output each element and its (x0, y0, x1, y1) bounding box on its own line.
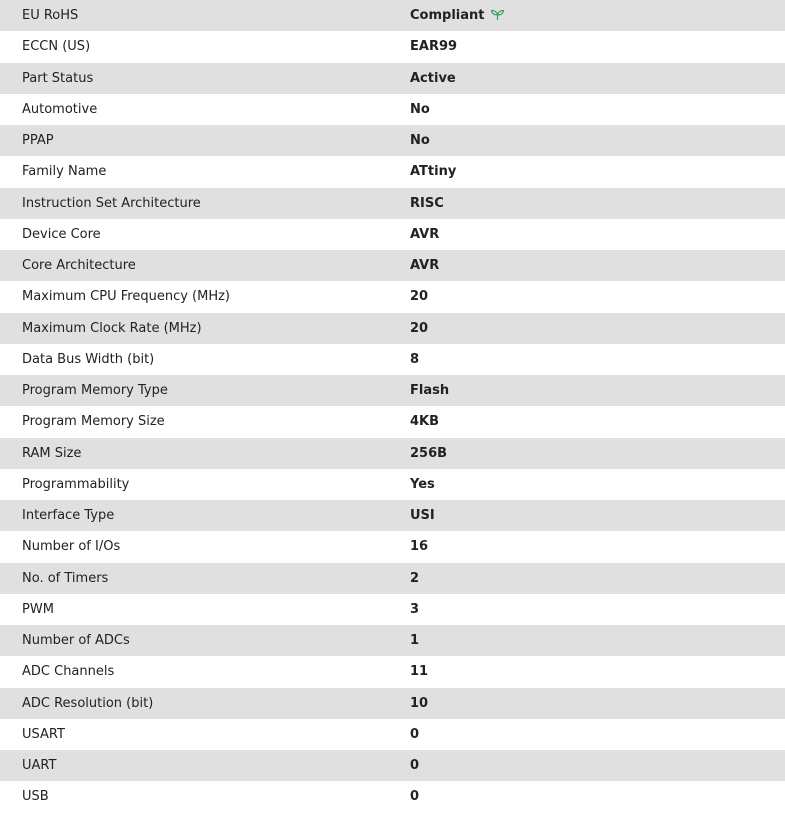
spec-label: UART (22, 758, 57, 774)
spec-value: 0 (410, 726, 420, 742)
spec-row-uart (0, 750, 785, 781)
spec-value: RISC (410, 195, 444, 211)
spec-value: 1 (410, 633, 420, 649)
spec-row-data-bus-width (0, 344, 785, 375)
spec-label: Interface Type (22, 508, 115, 524)
spec-row-instruction-set (0, 188, 785, 219)
spec-row-automotive (0, 94, 785, 125)
spec-value: 11 (410, 664, 429, 680)
spec-value: No (410, 133, 430, 149)
spec-row-program-memory-size (0, 406, 785, 437)
spec-value: AVR (410, 226, 440, 242)
spec-row-programmability (0, 469, 785, 500)
spec-value: 10 (410, 695, 429, 711)
spec-value: 0 (410, 789, 420, 805)
spec-label: Core Architecture (22, 258, 136, 274)
spec-row-eccn (0, 31, 785, 62)
spec-row-number-of-adcs (0, 625, 785, 656)
spec-label: No. of Timers (22, 570, 109, 586)
spec-label: Programmability (22, 476, 130, 492)
spec-value: AVR (410, 258, 440, 274)
spec-value: 4KB (410, 414, 440, 430)
spec-label: ADC Channels (22, 664, 115, 680)
spec-row-ppap (0, 125, 785, 156)
spec-value: 3 (410, 601, 420, 617)
spec-label: Family Name (22, 164, 107, 180)
spec-value: EAR99 (410, 39, 458, 55)
spec-row-max-clock-rate (0, 313, 785, 344)
spec-label: Automotive (22, 101, 98, 117)
spec-label: Number of ADCs (22, 633, 130, 649)
spec-row-usart (0, 719, 785, 750)
spec-row-timers (0, 563, 785, 594)
spec-row-eu-rohs (0, 0, 785, 31)
spec-value: Active (410, 70, 456, 86)
spec-label: Instruction Set Architecture (22, 195, 201, 211)
spec-label: USART (22, 726, 65, 742)
spec-row-part-status (0, 63, 785, 94)
spec-label: Program Memory Type (22, 383, 168, 399)
spec-value: 16 (410, 539, 429, 555)
spec-value: 20 (410, 289, 429, 305)
spec-label: Data Bus Width (bit) (22, 351, 155, 367)
spec-label: RAM Size (22, 445, 82, 461)
spec-label: USB (22, 789, 49, 805)
spec-row-core-architecture (0, 250, 785, 281)
spec-label: Maximum Clock Rate (MHz) (22, 320, 202, 336)
spec-row-interface-type (0, 500, 785, 531)
spec-value: 8 (410, 351, 420, 367)
spec-row-family-name (0, 156, 785, 187)
spec-label: ECCN (US) (22, 39, 91, 55)
spec-value: Compliant (410, 8, 485, 24)
spec-value: 2 (410, 570, 420, 586)
spec-value: 20 (410, 320, 429, 336)
spec-row-pwm (0, 594, 785, 625)
spec-row-adc-channels (0, 656, 785, 687)
spec-label: Device Core (22, 226, 101, 242)
spec-row-device-core (0, 219, 785, 250)
spec-label: Program Memory Size (22, 414, 165, 430)
spec-value: ATtiny (410, 164, 457, 180)
spec-value: USI (410, 508, 435, 524)
leaf-icon (490, 9, 505, 21)
spec-label: ADC Resolution (bit) (22, 695, 154, 711)
spec-value: No (410, 101, 430, 117)
spec-row-program-memory-type (0, 375, 785, 406)
spec-value: 256B (410, 445, 448, 461)
spec-row-max-cpu-frequency (0, 281, 785, 312)
spec-value: 0 (410, 758, 420, 774)
spec-row-number-of-ios (0, 531, 785, 562)
spec-label: PPAP (22, 133, 54, 149)
spec-row-usb (0, 781, 785, 812)
spec-row-ram-size (0, 438, 785, 469)
spec-value: Flash (410, 383, 450, 399)
spec-label: Number of I/Os (22, 539, 121, 555)
spec-row-adc-resolution (0, 688, 785, 719)
spec-value: Yes (410, 476, 435, 492)
spec-label: Part Status (22, 70, 94, 86)
spec-value-cell (410, 0, 785, 31)
spec-label: Maximum CPU Frequency (MHz) (22, 289, 230, 305)
spec-label: PWM (22, 601, 54, 617)
spec-label: EU RoHS (22, 8, 79, 24)
